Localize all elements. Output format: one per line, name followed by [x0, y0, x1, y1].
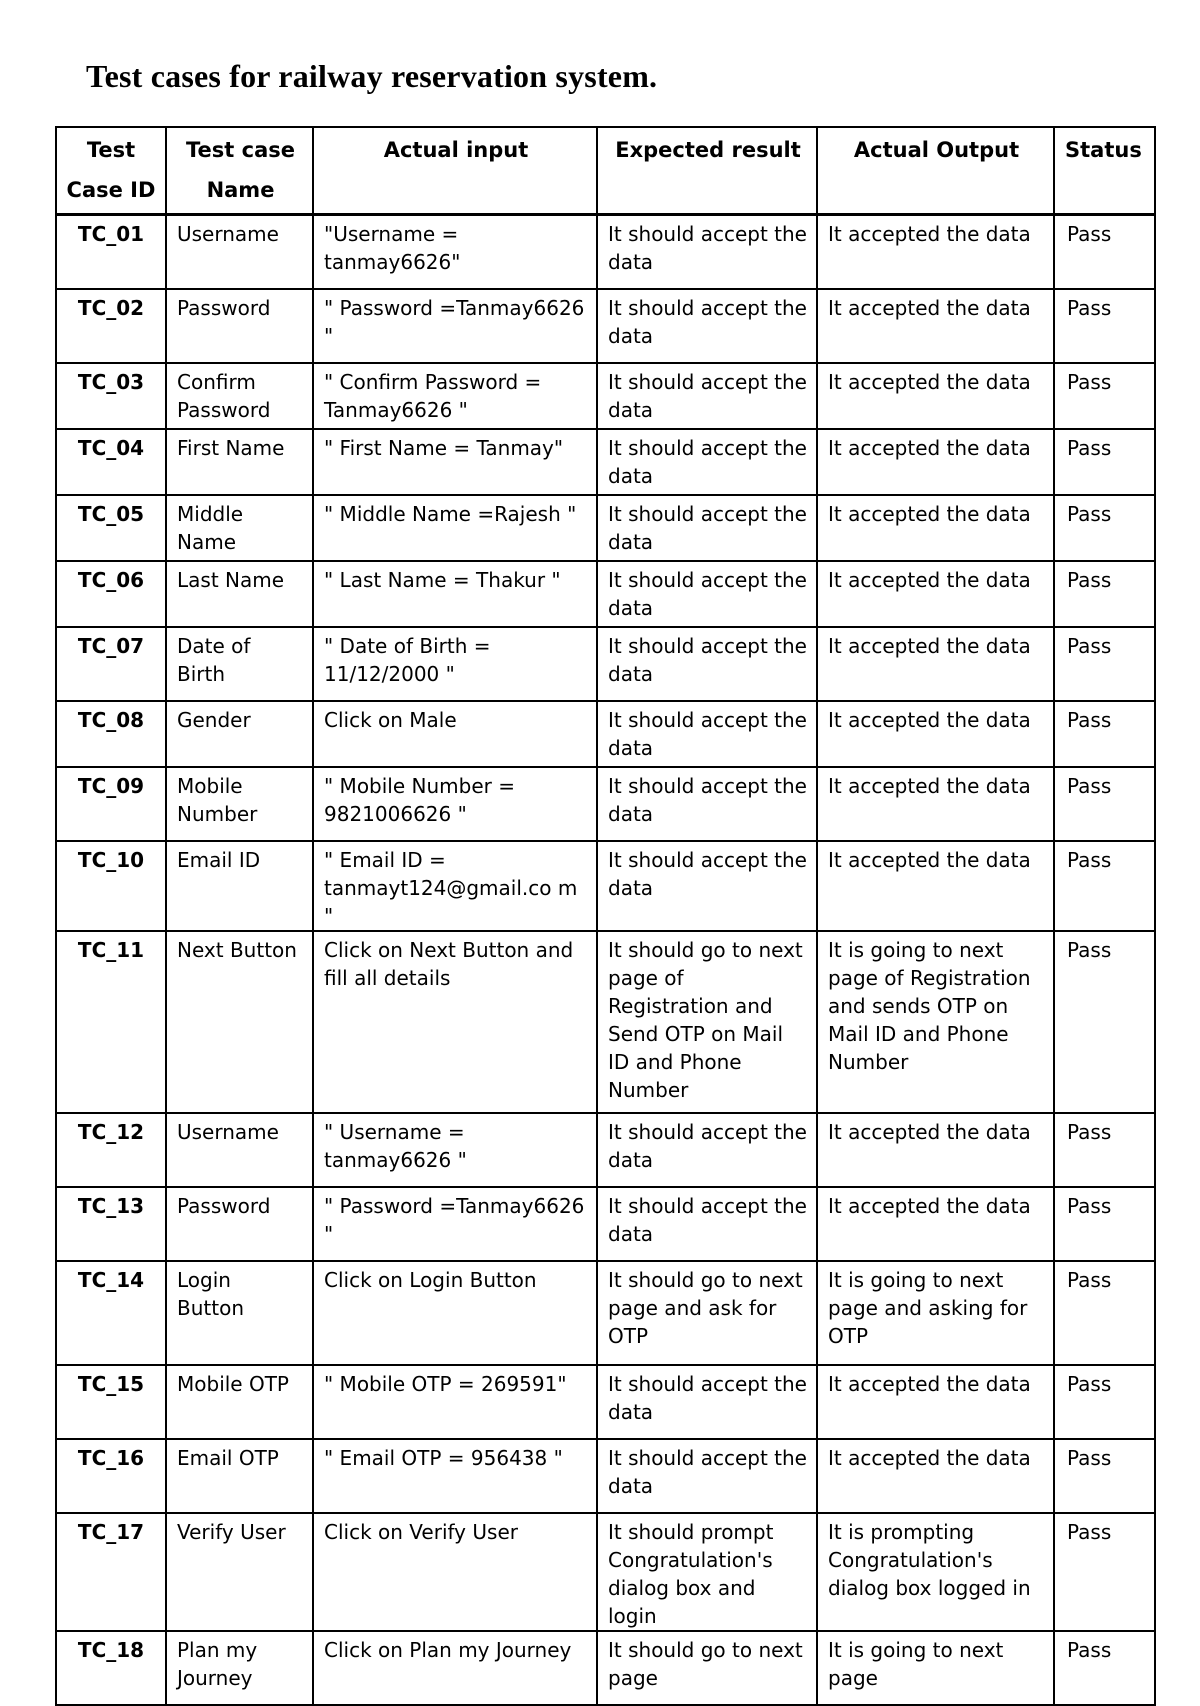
status: Pass — [1054, 363, 1155, 429]
test-cases-table — [55, 126, 1156, 1706]
test-case-id: TC_17 — [56, 1513, 166, 1631]
actual-output: It is going to next page — [817, 1631, 1054, 1705]
actual-input: " Confirm Password = Tanmay6626 " — [313, 363, 597, 429]
status: Pass — [1054, 931, 1155, 1113]
status: Pass — [1054, 627, 1155, 701]
test-case-id: TC_07 — [56, 627, 166, 701]
actual-output: It accepted the data — [817, 701, 1054, 767]
page-title: Test cases for railway reservation system. — [86, 58, 658, 94]
test-case-id: TC_03 — [56, 363, 166, 429]
test-case-name: Password — [166, 1187, 313, 1261]
test-case-id: TC_01 — [56, 215, 166, 290]
test-case-name: Email OTP — [166, 1439, 313, 1513]
actual-input: " Middle Name =Rajesh " — [313, 495, 597, 561]
test-case-name: Mobile Number — [166, 767, 313, 841]
actual-output: It accepted the data — [817, 1365, 1054, 1439]
status: Pass — [1054, 495, 1155, 561]
test-case-name: Mobile OTP — [166, 1365, 313, 1439]
actual-input: " Password =Tanmay6626 " — [313, 289, 597, 363]
actual-output: It is going to next page of Registration and sends OTP on Mail ID and Phone Number — [817, 931, 1054, 1113]
table-row — [56, 1261, 1155, 1365]
actual-input: Click on Next Button and fill all details — [313, 931, 597, 1113]
test-case-name: First Name — [166, 429, 313, 495]
expected-result: It should accept the data — [597, 363, 817, 429]
header-test-case-name: Test case Name — [166, 127, 313, 215]
actual-input: " Last Name = Thakur " — [313, 561, 597, 627]
expected-result: It should accept the data — [597, 1439, 817, 1513]
table-row — [56, 561, 1155, 627]
actual-input: " Password =Tanmay6626 " — [313, 1187, 597, 1261]
status: Pass — [1054, 767, 1155, 841]
actual-output: It is going to next page and asking for OTP — [817, 1261, 1054, 1365]
actual-input: " Email ID = tanmayt124@gmail.co m " — [313, 841, 597, 931]
table-row — [56, 215, 1155, 290]
expected-result: It should accept the data — [597, 429, 817, 495]
table-row — [56, 841, 1155, 931]
status: Pass — [1054, 1261, 1155, 1365]
test-case-id: TC_06 — [56, 561, 166, 627]
status: Pass — [1054, 215, 1155, 290]
table-row — [56, 1513, 1155, 1631]
table-row — [56, 627, 1155, 701]
actual-input: Click on Login Button — [313, 1261, 597, 1365]
table-row — [56, 363, 1155, 429]
status: Pass — [1054, 429, 1155, 495]
expected-result: It should accept the data — [597, 1365, 817, 1439]
actual-output: It accepted the data — [817, 841, 1054, 931]
test-case-id: TC_11 — [56, 931, 166, 1113]
test-case-id: TC_05 — [56, 495, 166, 561]
expected-result: It should accept the data — [597, 1113, 817, 1187]
table-row — [56, 1631, 1155, 1705]
expected-result: It should go to next page of Registration and Send OTP on Mail ID and Phone Number — [597, 931, 817, 1113]
test-case-id: TC_04 — [56, 429, 166, 495]
actual-output: It accepted the data — [817, 561, 1054, 627]
status: Pass — [1054, 561, 1155, 627]
test-case-id: TC_14 — [56, 1261, 166, 1365]
expected-result: It should go to next page and ask for OTP — [597, 1261, 817, 1365]
status: Pass — [1054, 1631, 1155, 1705]
actual-input: " Mobile Number = 9821006626 " — [313, 767, 597, 841]
header-actual-input: Actual input — [313, 127, 597, 215]
header-actual-output: Actual Output — [817, 127, 1054, 215]
test-case-name: Password — [166, 289, 313, 363]
test-case-id: TC_16 — [56, 1439, 166, 1513]
actual-output: It accepted the data — [817, 289, 1054, 363]
test-case-id: TC_18 — [56, 1631, 166, 1705]
test-case-name: Email ID — [166, 841, 313, 931]
test-case-id: TC_09 — [56, 767, 166, 841]
actual-input: "Username = tanmay6626" — [313, 215, 597, 290]
test-case-name: Next Button — [166, 931, 313, 1113]
table-row — [56, 1113, 1155, 1187]
test-case-name: Last Name — [166, 561, 313, 627]
actual-output: It is prompting Congratulation's dialog box logged in — [817, 1513, 1054, 1631]
expected-result: It should go to next page — [597, 1631, 817, 1705]
actual-input: " Date of Birth = 11/12/2000 " — [313, 627, 597, 701]
actual-output: It accepted the data — [817, 1113, 1054, 1187]
table-row — [56, 767, 1155, 841]
actual-output: It accepted the data — [817, 215, 1054, 290]
expected-result: It should accept the data — [597, 627, 817, 701]
status: Pass — [1054, 1439, 1155, 1513]
status: Pass — [1054, 1365, 1155, 1439]
test-case-name: Plan my Journey — [166, 1631, 313, 1705]
table-row — [56, 1439, 1155, 1513]
header-expected-result: Expected result — [597, 127, 817, 215]
test-case-name: Date of Birth — [166, 627, 313, 701]
expected-result: It should accept the data — [597, 767, 817, 841]
test-case-name: Login Button — [166, 1261, 313, 1365]
test-case-name: Verify User — [166, 1513, 313, 1631]
actual-output: It accepted the data — [817, 767, 1054, 841]
test-case-name: Gender — [166, 701, 313, 767]
actual-input: " Mobile OTP = 269591" — [313, 1365, 597, 1439]
table-row — [56, 931, 1155, 1113]
table-row — [56, 429, 1155, 495]
status: Pass — [1054, 289, 1155, 363]
expected-result: It should accept the data — [597, 561, 817, 627]
test-case-name: Confirm Password — [166, 363, 313, 429]
actual-output: It accepted the data — [817, 363, 1054, 429]
test-case-name: Username — [166, 215, 313, 290]
actual-output: It accepted the data — [817, 429, 1054, 495]
status: Pass — [1054, 1187, 1155, 1261]
actual-output: It accepted the data — [817, 627, 1054, 701]
expected-result: It should prompt Congratulation's dialog box and login — [597, 1513, 817, 1631]
expected-result: It should accept the data — [597, 495, 817, 561]
expected-result: It should accept the data — [597, 701, 817, 767]
expected-result: It should accept the data — [597, 215, 817, 290]
status: Pass — [1054, 1513, 1155, 1631]
actual-input: " First Name = Tanmay" — [313, 429, 597, 495]
actual-input: Click on Plan my Journey — [313, 1631, 597, 1705]
test-case-id: TC_10 — [56, 841, 166, 931]
table-row — [56, 289, 1155, 363]
table-row — [56, 1365, 1155, 1439]
status: Pass — [1054, 1113, 1155, 1187]
table-row — [56, 701, 1155, 767]
header-status: Status — [1054, 127, 1155, 215]
actual-input: " Username = tanmay6626 " — [313, 1113, 597, 1187]
expected-result: It should accept the data — [597, 289, 817, 363]
test-case-name: Username — [166, 1113, 313, 1187]
test-case-name: Middle Name — [166, 495, 313, 561]
table-row — [56, 1187, 1155, 1261]
table-header-row — [56, 127, 1155, 215]
test-case-id: TC_12 — [56, 1113, 166, 1187]
actual-input: " Email OTP = 956438 " — [313, 1439, 597, 1513]
test-case-id: TC_02 — [56, 289, 166, 363]
actual-output: It accepted the data — [817, 1187, 1054, 1261]
expected-result: It should accept the data — [597, 1187, 817, 1261]
actual-output: It accepted the data — [817, 495, 1054, 561]
expected-result: It should accept the data — [597, 841, 817, 931]
test-case-id: TC_08 — [56, 701, 166, 767]
actual-input: Click on Verify User — [313, 1513, 597, 1631]
actual-output: It accepted the data — [817, 1439, 1054, 1513]
status: Pass — [1054, 841, 1155, 931]
table-row — [56, 495, 1155, 561]
header-test-case-id: Test Case ID — [56, 127, 166, 215]
status: Pass — [1054, 701, 1155, 767]
test-case-id: TC_13 — [56, 1187, 166, 1261]
test-case-id: TC_15 — [56, 1365, 166, 1439]
actual-input: Click on Male — [313, 701, 597, 767]
